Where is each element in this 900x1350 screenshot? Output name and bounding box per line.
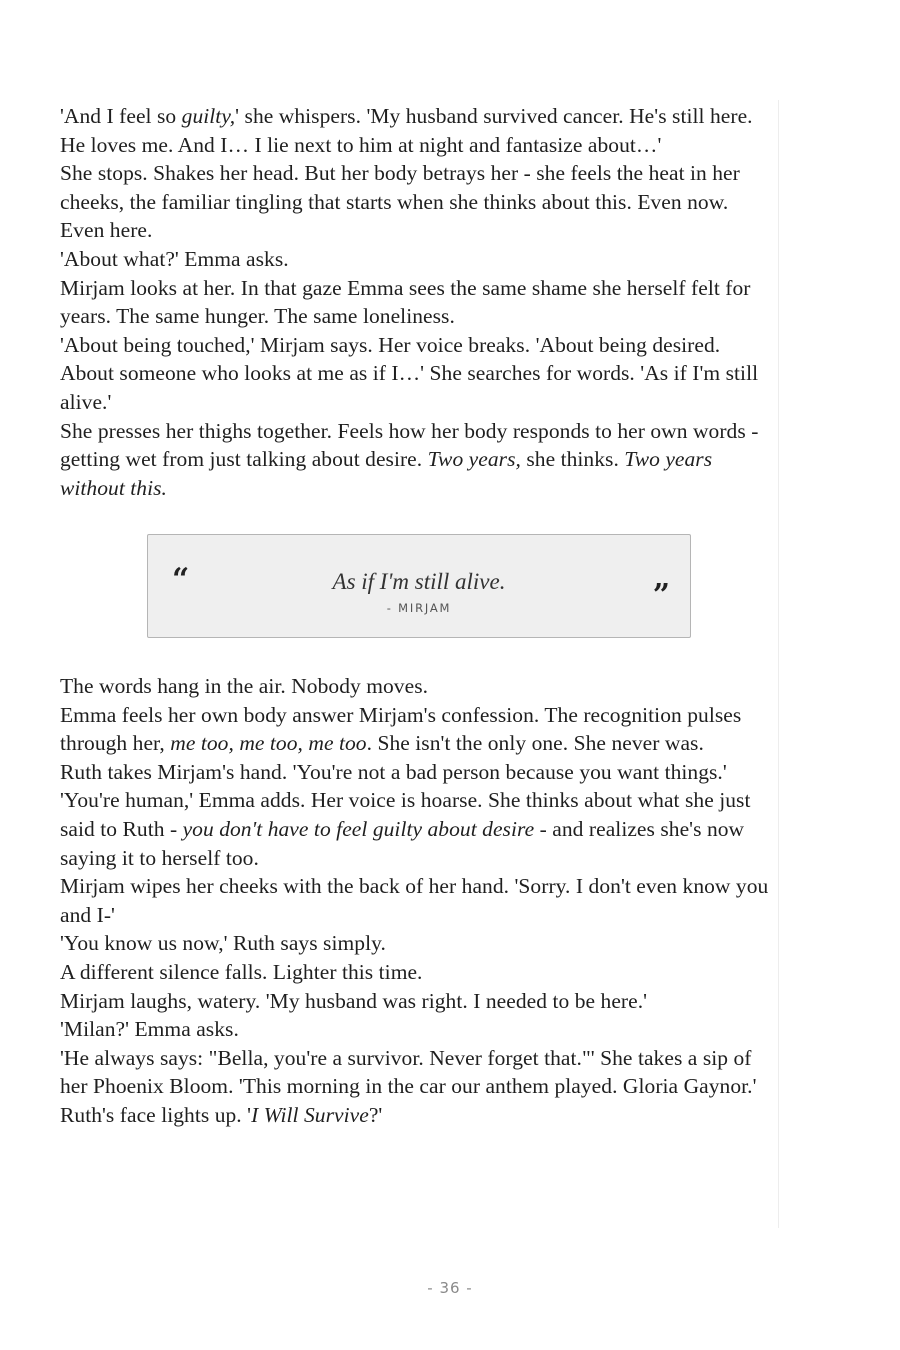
text-run: Mirjam looks at her. In that gaze Emma sees the same shame she herself felt for years. The same hunger. The same loneliness.	[60, 275, 751, 329]
paragraph	[60, 958, 778, 987]
text-run: 'Milan?' Emma asks.	[60, 1017, 239, 1042]
pull-quote-text: As if I'm still alive.	[332, 569, 506, 594]
text-run: - and realizes she's now saying it to herself too.	[60, 816, 745, 870]
paragraph	[60, 102, 778, 159]
paragraph	[60, 872, 778, 929]
italic-text-run: Two years,	[427, 447, 521, 472]
paragraph	[60, 1101, 778, 1130]
paragraph	[60, 672, 778, 701]
text-run: She stops. Shakes her head. But her body betrays her - she feels the heat in her cheeks, the familiar tingling that starts when she thinks about this. Even now. Even here.	[60, 161, 740, 243]
page-number: - 36 -	[427, 1279, 473, 1297]
paragraph	[60, 159, 778, 245]
text-run: The words hang in the air. Nobody moves.	[60, 674, 429, 698]
open-quote-icon: “	[172, 562, 190, 597]
text-block-bottom	[60, 672, 778, 1130]
text-run: Mirjam wipes her cheeks with the back of her hand. 'Sorry. I don't even know you and I-'	[60, 874, 769, 927]
text-run: Ruth's face lights up. '	[60, 1102, 252, 1127]
paragraph	[60, 417, 778, 503]
text-run: 'About being touched,' Mirjam says. Her voice breaks. 'About being desired. About someone who looks at me as if I…' She searches for words. 'As if I'm still alive.'	[60, 332, 759, 414]
text-run: 'You're human,' Emma adds. Her voice is hoarse. She thinks about what she just said to Ruth -	[60, 788, 751, 841]
paragraph	[60, 274, 778, 331]
text-run: 'About what?' Emma asks.	[60, 246, 289, 271]
text-block-top	[60, 102, 778, 502]
text-run: ?'	[368, 1102, 383, 1127]
paragraph	[60, 1015, 778, 1044]
italic-text-run: you don't have to feel guilty about desire	[182, 816, 535, 841]
text-run: She presses her thighs together. Feels how her body responds to her own words - getting wet from just talking about desire.	[60, 418, 759, 472]
page-column	[60, 100, 779, 1228]
text-run: 'You know us now,' Ruth says simply.	[60, 931, 386, 956]
paragraph	[60, 245, 778, 274]
italic-text-run: Two years without this.	[60, 447, 713, 500]
paragraph	[60, 758, 778, 787]
text-run: she thinks.	[520, 447, 625, 472]
paragraph	[60, 701, 778, 758]
paragraph	[60, 929, 778, 958]
paragraph	[60, 987, 778, 1016]
text-run: 'And I feel so	[60, 104, 182, 128]
paragraph	[60, 1044, 778, 1101]
text-run: Mirjam laughs, watery. 'My husband was right. I needed to be here.'	[60, 988, 648, 1013]
italic-text-run: I Will Survive	[251, 1102, 369, 1127]
text-run: 'He always says: "Bella, you're a survivor. Never forget that."' She takes a sip of her Phoenix Bloom. 'This morning in the car our anthem played. Gloria Gaynor.'	[60, 1045, 757, 1099]
paragraph	[60, 331, 778, 417]
italic-text-run: guilty,	[181, 104, 236, 128]
pull-quote-box	[147, 534, 691, 638]
text-run: A different silence falls. Lighter this time.	[60, 959, 423, 984]
italic-text-run: me too, me too, me too	[170, 731, 367, 756]
text-run: . She isn't the only one. She never was.	[366, 731, 704, 756]
text-run: Ruth takes Mirjam's hand. 'You're not a bad person because you want things.'	[60, 759, 727, 784]
pull-quote-attribution: - MIRJAM	[386, 601, 452, 615]
text-run: ' she whispers. 'My husband survived cancer. He's still here. He loves me. And I… I lie next to him at night and fantasize about…'	[60, 104, 753, 157]
paragraph	[60, 786, 778, 872]
text-run: Emma feels her own body answer Mirjam's confession. The recognition pulses through her,	[60, 702, 742, 756]
close-quote-icon: ”	[652, 578, 670, 613]
